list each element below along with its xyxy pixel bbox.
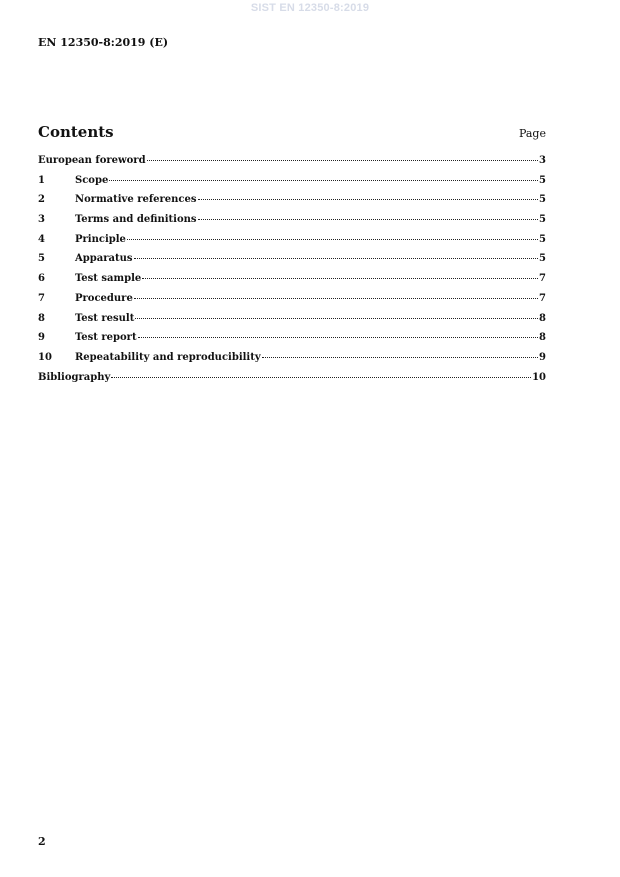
toc-entry-number: 5 [38,253,45,265]
toc-entry-title: Test report [75,332,137,344]
toc-entry-page: 10 [532,371,546,383]
toc-entry-title: European foreword [38,155,146,166]
dot-leader [109,180,538,181]
dot-leader [138,337,538,338]
toc-entry-normative-references[interactable] [38,194,546,214]
toc-entry-title: Apparatus [75,253,133,265]
page-column-label: Page [518,127,546,140]
toc-entry-number: 2 [38,194,45,206]
document-id-header: EN 12350-8:2019 (E) [38,36,169,49]
toc-entry-number: 10 [38,351,52,363]
dot-leader [262,357,538,358]
toc-entry-page: 8 [539,312,546,324]
dot-leader [127,239,538,240]
dot-leader [135,318,538,319]
toc-entry-title: Test result [75,312,135,324]
toc-entry-title: Test sample [75,273,142,285]
toc-entry-apparatus[interactable] [38,253,546,273]
table-of-contents [38,155,546,391]
toc-entry-terms-and-definitions[interactable] [38,214,546,234]
toc-entry-number: 9 [38,332,45,344]
toc-entry-page: 5 [539,214,546,226]
toc-entry-number: 6 [38,273,45,285]
dot-leader [111,377,531,378]
toc-entry-title: Bibliography [38,371,111,383]
toc-entry-number: 4 [38,233,45,245]
toc-entry-page: 5 [539,174,546,186]
toc-entry-title: Procedure [75,292,133,304]
toc-entry-number: 7 [38,292,45,304]
toc-entry-title: Normative references [75,194,197,206]
toc-entry-page: 7 [539,273,546,285]
toc-entry-procedure[interactable] [38,293,546,313]
toc-entry-number: 8 [38,312,45,324]
dot-leader [147,160,538,161]
toc-entry-european-foreword[interactable] [38,155,546,175]
toc-entry-number: 3 [38,214,45,226]
dot-leader [198,219,539,220]
toc-entry-principle[interactable] [38,234,546,254]
dot-leader [198,199,539,200]
dot-leader [142,278,538,279]
toc-entry-page: 3 [539,155,546,166]
dot-leader [134,258,539,259]
toc-entry-page: 8 [539,332,546,344]
toc-entry-repeatability-and-reproducibility[interactable] [38,352,546,372]
toc-entry-number: 1 [38,174,45,186]
toc-entry-page: 5 [539,253,546,265]
toc-entry-test-report[interactable] [38,332,546,352]
toc-entry-page: 9 [539,351,546,363]
toc-entry-page: 5 [539,233,546,245]
toc-entry-test-result[interactable] [38,313,546,333]
watermark: SIST EN 12350-8:2019 [250,2,370,14]
toc-entry-title: Scope [75,174,109,186]
toc-entry-scope[interactable] [38,175,546,195]
toc-entry-test-sample[interactable] [38,273,546,293]
page-number: 2 [38,835,46,848]
toc-entry-page: 5 [539,194,546,206]
dot-leader [134,298,538,299]
toc-entry-title: Repeatability and reproducibility [75,351,261,363]
toc-entry-title: Terms and definitions [75,214,197,226]
toc-entry-bibliography[interactable] [38,372,546,392]
toc-entry-page: 7 [539,292,546,304]
toc-entry-title: Principle [75,233,126,245]
contents-heading: Contents [38,123,114,141]
